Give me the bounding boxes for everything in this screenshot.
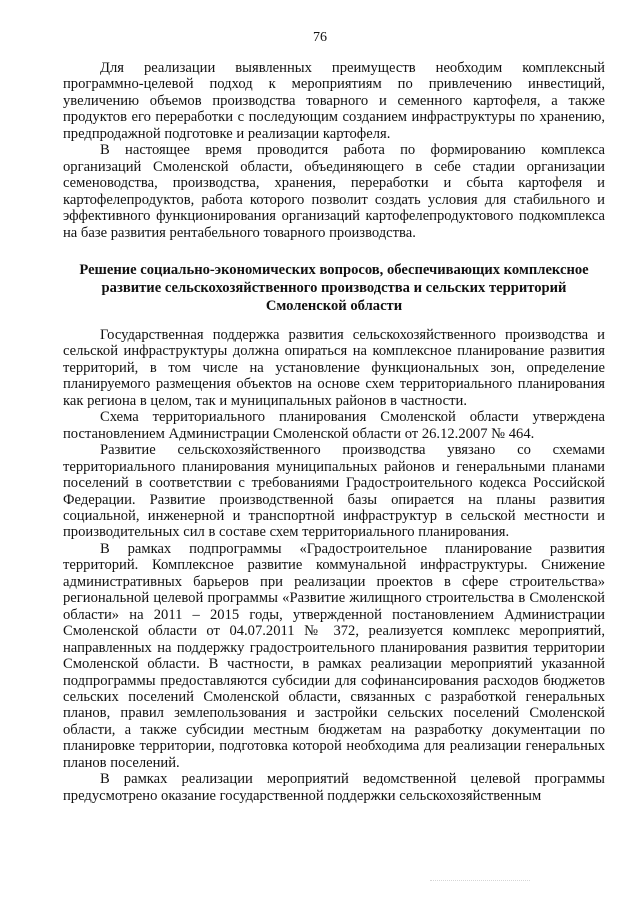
paragraph: В настоящее время проводится работа по формированию комплекса организаций Смоленской области, объединяющего в себе стадии организации семеноводства, производства, хранения, переработки и сбыта картофеля и картофелепродуктов, работа которого позволит создать условия для стабильного и эффективного функционирования организаций картофелепродуктового подкомплекса на базе развития рентабельного товарного производства. [63, 142, 605, 241]
paragraph: Развитие сельскохозяйственного производства увязано со схемами территориального планирования муниципальных районов и генеральными планами поселений в соответствии с требованиями Градостроительного кодекса Российской Федерации. Развитие производственной базы опирается на планы развития социальной, инженерной и транспортной инфраструктур в сельской местности и производительных сил в составе схем территориального планирования. [63, 442, 605, 541]
section-heading [63, 261, 605, 315]
paragraph: В рамках подпрограммы «Градостроительное планирование развития территорий. Комплексное развитие коммунальной инфраструктуры. Снижение административных барьеров при реализации проектов в сфере строительства» региональной целевой программы «Развитие жилищного строительства в Смоленской области» на 2011 – 2015 годы, утвержденной постановлением Администрации Смоленской области от 04.07.2011 № 372, реализуется комплекс мероприятий, направленных на поддержку градостроительного планирования развития территории Смоленской области. В частности, в рамках реализации мероприятий указанной подпрограммы предоставляются субсидии для софинансирования расходов бюджетов сельских поселений Смоленской области, связанных с разработкой генеральных планов, правил землепользования и застройки сельских поселений Смоленской области, а также субсидии местным бюджетам на разработку документации по планировке территории, подготовка которой необходима для реализации генеральных планов поселений. [63, 540, 605, 771]
document-body [63, 60, 605, 804]
paragraph: В рамках реализации мероприятий ведомственной целевой программы предусмотрено оказание государственной поддержки сельскохозяйственным [63, 771, 605, 804]
section-heading-line: развитие сельскохозяйственного производства и сельских территорий [101, 279, 567, 296]
scan-artifact [430, 880, 530, 887]
section-heading-line: Решение социально-экономических вопросов, обеспечивающих комплексное [79, 261, 589, 278]
paragraph: Схема территориального планирования Смоленской области утверждена постановлением Администрации Смоленской области от 26.12.2007 № 464. [63, 409, 605, 442]
page-number: 76 [313, 30, 327, 45]
paragraph: Для реализации выявленных преимуществ необходим комплексный программно-целевой подход к мероприятиям по привлечению инвестиций, увеличению объемов производства товарного и семенного картофеля, а также продуктов его переработки с последующим созданием инфраструктуры по хранению, предпродажной подготовке и реализации картофеля. [63, 60, 605, 142]
section-heading-line: Смоленской области [265, 297, 403, 314]
paragraph: Государственная поддержка развития сельскохозяйственного производства и сельской инфраструктуры должна опираться на комплексное планирование развития территорий, в том числе на установление функциональных зон, определение планируемого размещения объектов на основе схем территориального планирования как региона в целом, так и муниципальных районов в частности. [63, 326, 605, 409]
